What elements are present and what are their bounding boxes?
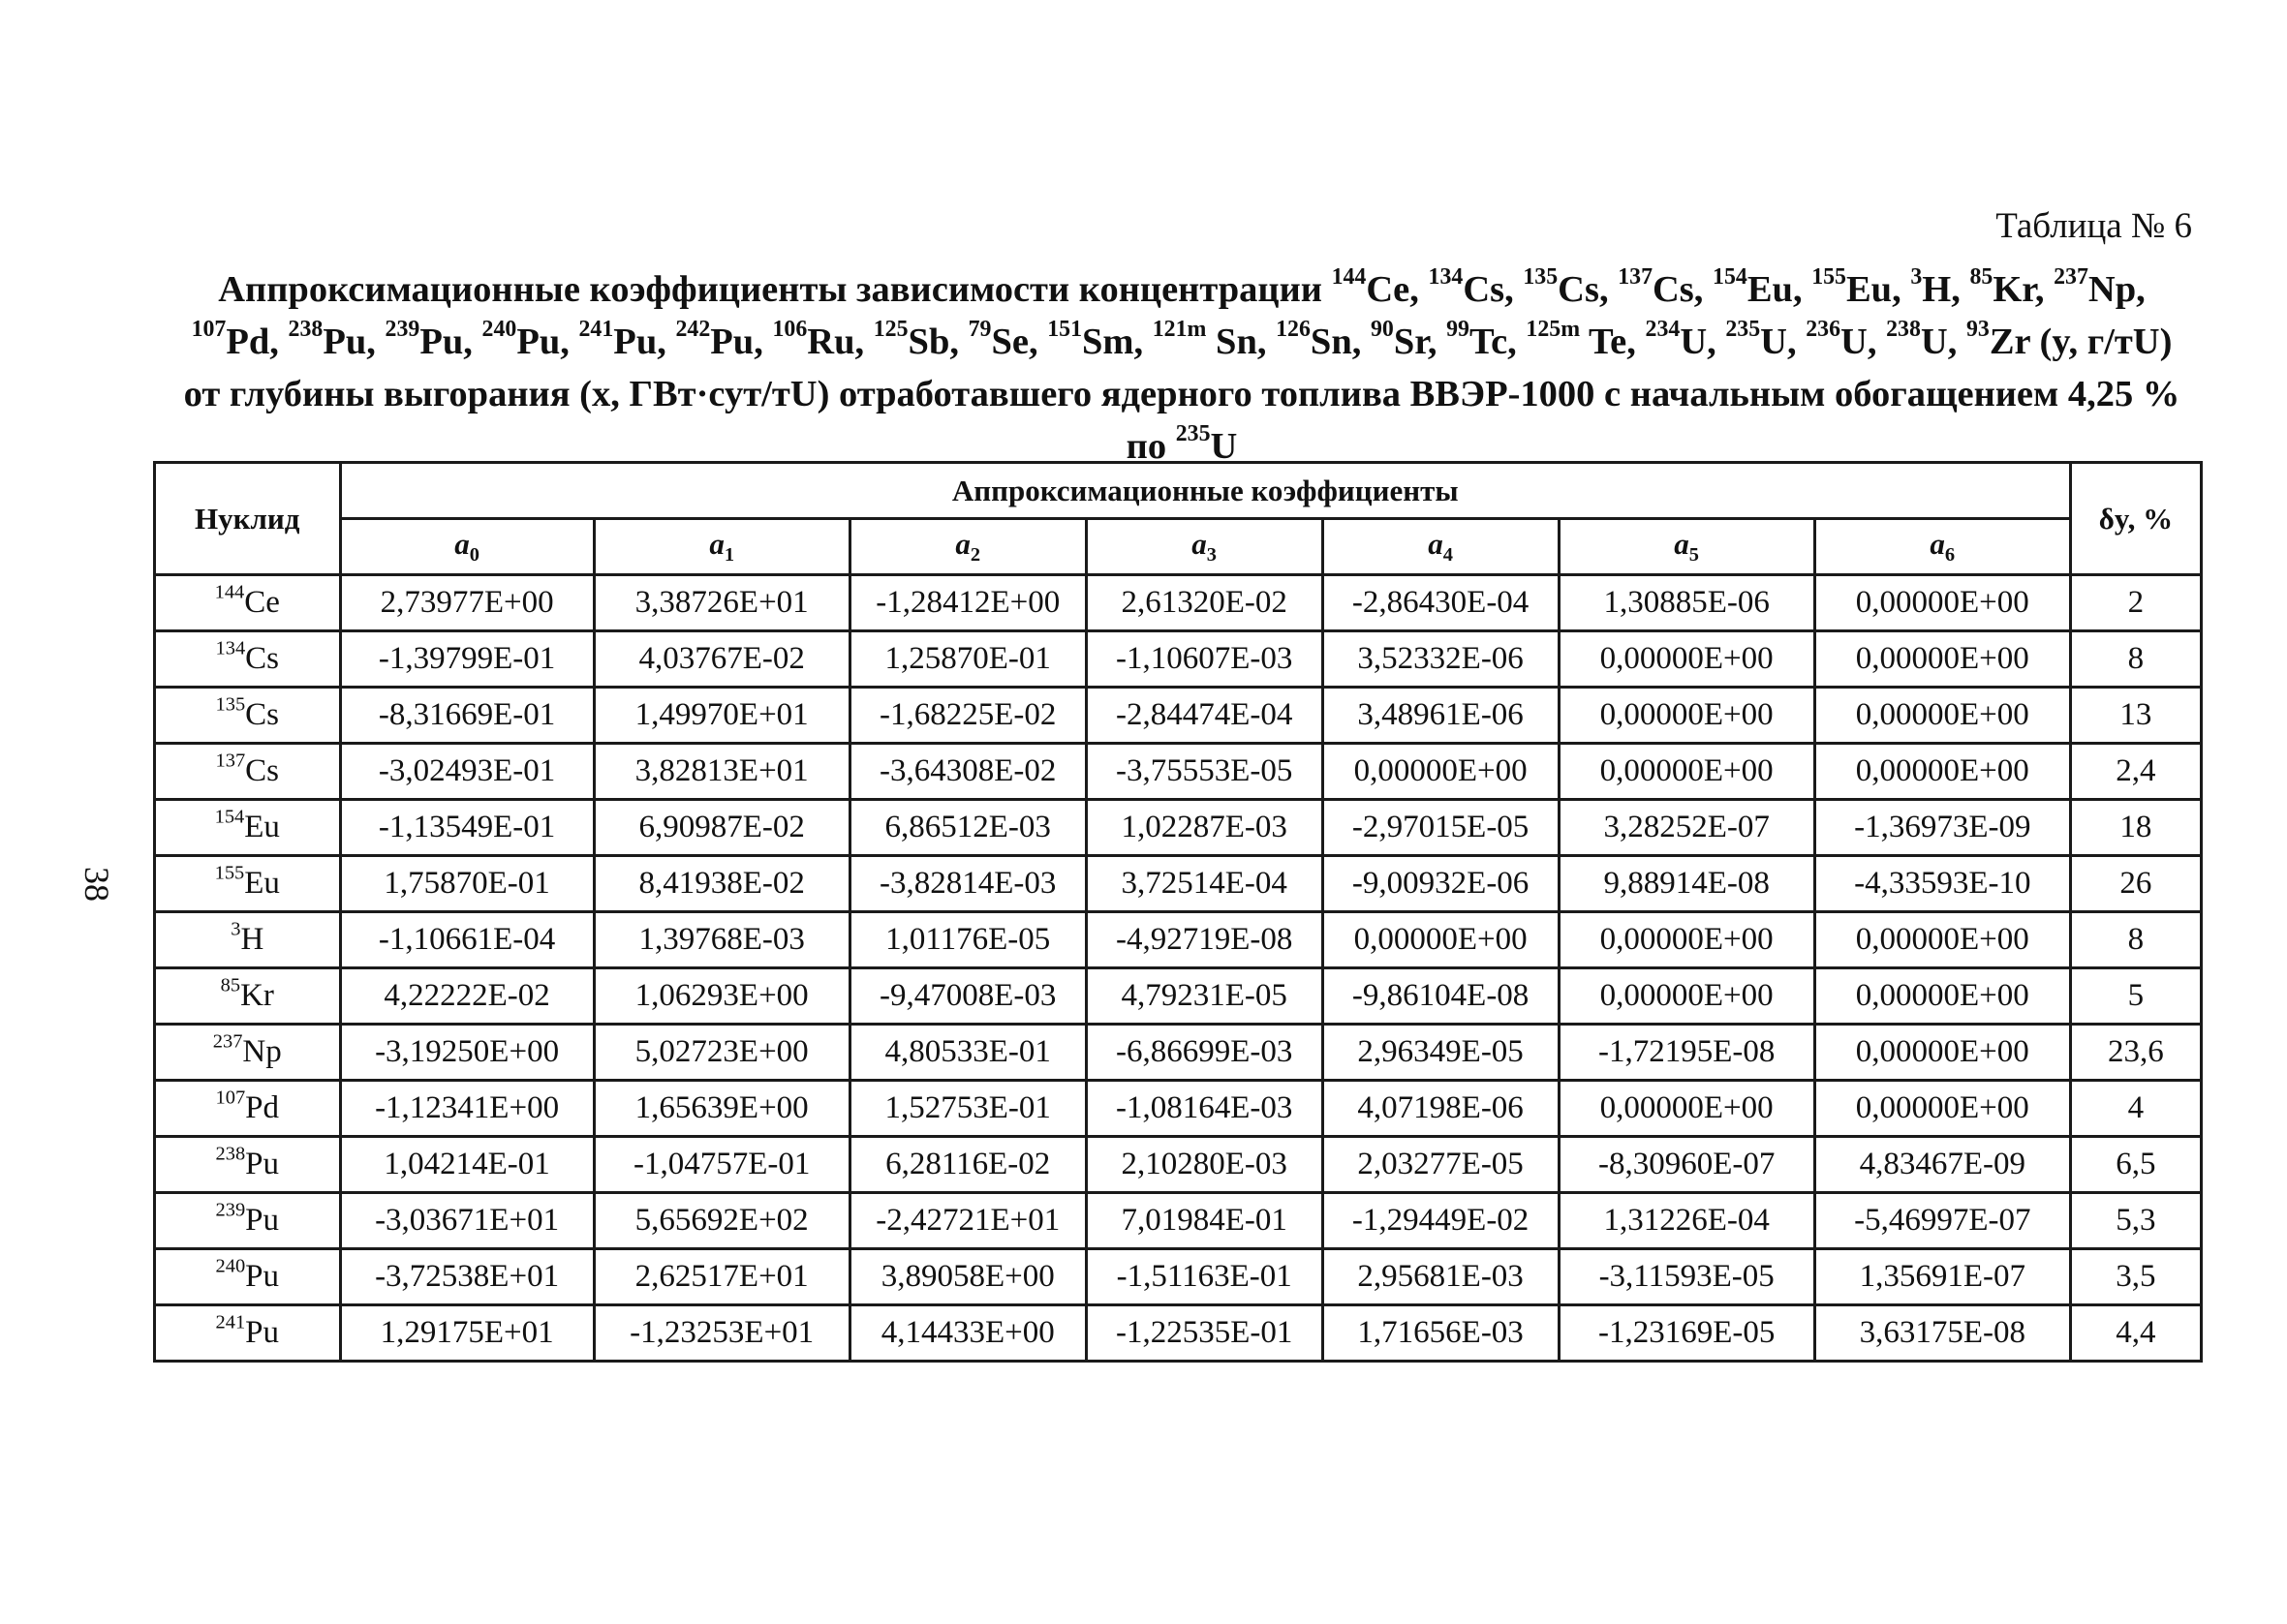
cell-a2: 1,52753E-01 xyxy=(850,1081,1086,1137)
cell-a2: -3,64308E-02 xyxy=(850,744,1086,800)
cell-a6: 3,63175E-08 xyxy=(1814,1305,2070,1362)
cell-delta: 8 xyxy=(2070,631,2201,688)
title-nuclide: $^{155}$Eu xyxy=(1811,264,1893,310)
table-row xyxy=(155,856,2202,912)
cell-nuclide: $^{241}$Pu xyxy=(155,1305,341,1362)
cell-a5: -3,11593E-05 xyxy=(1559,1249,1814,1305)
table-row xyxy=(155,1193,2202,1249)
title-nuclide: $^{90}$Sr xyxy=(1371,317,1428,362)
title-nuclide: $^{135}$Cs xyxy=(1523,264,1599,310)
table-row xyxy=(155,1305,2202,1362)
cell-nuclide: $^{85}$Kr xyxy=(155,968,341,1025)
title-text: (y, г/тU) от глубины выгорания (x, ГВт·сут/тU) отработавшего ядерного топлива ВВЭР-1000 с начальным обогащением 4,25 % по xyxy=(183,322,2180,467)
cell-delta: 4,4 xyxy=(2070,1305,2201,1362)
table-row xyxy=(155,968,2202,1025)
cell-a1: 2,62517E+01 xyxy=(594,1249,850,1305)
cell-a3: 4,79231E-05 xyxy=(1086,968,1322,1025)
header-row-coefs xyxy=(155,519,2202,575)
cell-a2: -1,28412E+00 xyxy=(850,575,1086,631)
cell-delta: 4 xyxy=(2070,1081,2201,1137)
title-nuclide: $^{79}$Se xyxy=(968,317,1029,362)
title-nuclide: $^{238}$Pu xyxy=(288,317,367,362)
title-nuclide: $^{85}$Kr xyxy=(1969,264,2035,310)
title-nuclide: $^{99}$Tc xyxy=(1446,317,1508,362)
cell-delta: 6,5 xyxy=(2070,1137,2201,1193)
document-title: Аппроксимационные коэффициенты зависимости концентрации $^{144}$Ce, $^{134}$Cs, $^{135}$Cs, $^{137}$Cs, $^{154}$Eu, $^{155}$Eu, $^3$H, $^{85}$Kr, $^{237}$Np, $^{107}$Pd, $^{238}$Pu, $^{239}$Pu, $^{240}$Pu, $^{241}$Pu, $^{242}$Pu, $^{106}$Ru, $^{125}$Sb, $^{79}$Se, $^{151}$Sm, $^{121m}$ Sn, $^{126}$Sn, $^{90}$Sr, $^{99}$Tc, $^{125m}$ Te, $^{234}$U, $^{235}$U, $^{236}$U, $^{238}$U, $^{93}$Zr (y, г/тU) от глубины выгорания (x, ГВт·сут/тU) отработавшего ядерного топлива ВВЭР-1000 с начальным обогащением 4,25 % по $^{235}$U xyxy=(183,264,2180,467)
cell-nuclide: $^{134}$Cs xyxy=(155,631,341,688)
cell-a4: 0,00000E+00 xyxy=(1322,912,1559,968)
header-coef-a0: $a_0$ xyxy=(340,519,594,575)
cell-a6: 0,00000E+00 xyxy=(1814,1025,2070,1081)
cell-a3: 2,61320E-02 xyxy=(1086,575,1322,631)
cell-a3: -3,75553E-05 xyxy=(1086,744,1322,800)
title-nuclide: $^{241}$Pu xyxy=(578,317,658,362)
cell-a2: 4,14433E+00 xyxy=(850,1305,1086,1362)
cell-a4: 2,03277E-05 xyxy=(1322,1137,1559,1193)
cell-a3: -1,10607E-03 xyxy=(1086,631,1322,688)
header-nuclide: Нуклид xyxy=(155,463,341,575)
cell-a6: 0,00000E+00 xyxy=(1814,744,2070,800)
title-nuclide: $^{126}$Sn xyxy=(1276,317,1352,362)
cell-a5: 0,00000E+00 xyxy=(1559,688,1814,744)
cell-nuclide: $^{107}$Pd xyxy=(155,1081,341,1137)
cell-a3: -1,51163E-01 xyxy=(1086,1249,1322,1305)
cell-a6: 1,35691E-07 xyxy=(1814,1249,2070,1305)
cell-a0: -1,12341E+00 xyxy=(340,1081,594,1137)
cell-a0: -8,31669E-01 xyxy=(340,688,594,744)
cell-a4: -9,00932E-06 xyxy=(1322,856,1559,912)
cell-a6: 0,00000E+00 xyxy=(1814,968,2070,1025)
cell-a3: -2,84474E-04 xyxy=(1086,688,1322,744)
cell-a1: 5,02723E+00 xyxy=(594,1025,850,1081)
cell-a6: 4,83467E-09 xyxy=(1814,1137,2070,1193)
table-row xyxy=(155,1137,2202,1193)
cell-a4: 4,07198E-06 xyxy=(1322,1081,1559,1137)
cell-a4: 0,00000E+00 xyxy=(1322,744,1559,800)
cell-a5: 0,00000E+00 xyxy=(1559,968,1814,1025)
cell-delta: 5,3 xyxy=(2070,1193,2201,1249)
table-row xyxy=(155,744,2202,800)
cell-nuclide: $^{137}$Cs xyxy=(155,744,341,800)
header-coef-a4: $a_4$ xyxy=(1322,519,1559,575)
cell-a4: -1,29449E-02 xyxy=(1322,1193,1559,1249)
cell-a1: 3,38726E+01 xyxy=(594,575,850,631)
table-row xyxy=(155,631,2202,688)
cell-a4: -2,97015E-05 xyxy=(1322,800,1559,856)
page-number: 38 xyxy=(77,867,116,902)
cell-nuclide: $^{144}$Ce xyxy=(155,575,341,631)
cell-a6: -5,46997E-07 xyxy=(1814,1193,2070,1249)
cell-nuclide: $^{155}$Eu xyxy=(155,856,341,912)
table-row xyxy=(155,912,2202,968)
cell-a1: -1,23253E+01 xyxy=(594,1305,850,1362)
coefficients-table xyxy=(153,461,2203,1363)
cell-a1: 5,65692E+02 xyxy=(594,1193,850,1249)
cell-a3: 7,01984E-01 xyxy=(1086,1193,1322,1249)
title-nuclide: $^{239}$Pu xyxy=(385,317,464,362)
title-nuclide: $^{137}$Cs xyxy=(1618,264,1694,310)
cell-a1: -1,04757E-01 xyxy=(594,1137,850,1193)
cell-a6: 0,00000E+00 xyxy=(1814,575,2070,631)
title-nuclide: $^{154}$Eu xyxy=(1713,264,1793,310)
cell-a2: 6,86512E-03 xyxy=(850,800,1086,856)
cell-a1: 6,90987E-02 xyxy=(594,800,850,856)
cell-a5: 1,30885E-06 xyxy=(1559,575,1814,631)
title-nuclide: $^{134}$Cs xyxy=(1428,264,1505,310)
header-coef-a3: $a_3$ xyxy=(1086,519,1322,575)
title-text: Аппроксимационные коэффициенты зависимости концентрации xyxy=(218,269,1332,310)
title-nuclide: $^3$H xyxy=(1910,264,1952,310)
title-nuclide: $^{125}$Sb xyxy=(873,317,950,362)
header-coef-a1: $a_1$ xyxy=(594,519,850,575)
cell-a1: 8,41938E-02 xyxy=(594,856,850,912)
cell-a2: -1,68225E-02 xyxy=(850,688,1086,744)
cell-a4: -9,86104E-08 xyxy=(1322,968,1559,1025)
cell-a6: 0,00000E+00 xyxy=(1814,912,2070,968)
cell-delta: 2,4 xyxy=(2070,744,2201,800)
cell-a4: 3,48961E-06 xyxy=(1322,688,1559,744)
cell-delta: 2 xyxy=(2070,575,2201,631)
cell-nuclide: $^{239}$Pu xyxy=(155,1193,341,1249)
title-nuclide: $^{240}$Pu xyxy=(481,317,561,362)
title-nuclide: $^{238}$U xyxy=(1886,317,1948,362)
cell-a5: 1,31226E-04 xyxy=(1559,1193,1814,1249)
cell-a1: 3,82813E+01 xyxy=(594,744,850,800)
cell-a0: 1,29175E+01 xyxy=(340,1305,594,1362)
cell-a3: 1,02287E-03 xyxy=(1086,800,1322,856)
cell-a2: -2,42721E+01 xyxy=(850,1193,1086,1249)
cell-a3: -1,08164E-03 xyxy=(1086,1081,1322,1137)
table-row xyxy=(155,1249,2202,1305)
cell-a4: 2,96349E-05 xyxy=(1322,1025,1559,1081)
cell-a5: 0,00000E+00 xyxy=(1559,631,1814,688)
cell-delta: 3,5 xyxy=(2070,1249,2201,1305)
cell-a0: -1,13549E-01 xyxy=(340,800,594,856)
cell-a5: 0,00000E+00 xyxy=(1559,744,1814,800)
cell-a5: -1,23169E-05 xyxy=(1559,1305,1814,1362)
cell-a2: -3,82814E-03 xyxy=(850,856,1086,912)
cell-a1: 1,39768E-03 xyxy=(594,912,850,968)
table-row xyxy=(155,688,2202,744)
cell-a5: 3,28252E-07 xyxy=(1559,800,1814,856)
cell-a0: -1,10661E-04 xyxy=(340,912,594,968)
title-nuclide: $^{125m}$ Te xyxy=(1526,317,1627,362)
cell-delta: 26 xyxy=(2070,856,2201,912)
title-nuclide: $^{235}$U xyxy=(1175,421,1238,467)
cell-a3: 2,10280E-03 xyxy=(1086,1137,1322,1193)
header-delta: δy, % xyxy=(2070,463,2201,575)
cell-a5: 0,00000E+00 xyxy=(1559,1081,1814,1137)
header-coef-a6: $a_6$ xyxy=(1814,519,2070,575)
cell-a6: 0,00000E+00 xyxy=(1814,631,2070,688)
cell-a2: -9,47008E-03 xyxy=(850,968,1086,1025)
cell-a0: 4,22222E-02 xyxy=(340,968,594,1025)
header-coef-a2: $a_2$ xyxy=(850,519,1086,575)
cell-a0: -3,03671E+01 xyxy=(340,1193,594,1249)
cell-a4: -2,86430E-04 xyxy=(1322,575,1559,631)
cell-delta: 5 xyxy=(2070,968,2201,1025)
cell-a4: 3,52332E-06 xyxy=(1322,631,1559,688)
cell-a5: 9,88914E-08 xyxy=(1559,856,1814,912)
cell-a0: -3,19250E+00 xyxy=(340,1025,594,1081)
title-nuclide: $^{121m}$ Sn xyxy=(1152,317,1257,362)
cell-nuclide: $^{135}$Cs xyxy=(155,688,341,744)
cell-a5: -1,72195E-08 xyxy=(1559,1025,1814,1081)
table-row xyxy=(155,1025,2202,1081)
cell-a0: 1,04214E-01 xyxy=(340,1137,594,1193)
cell-delta: 23,6 xyxy=(2070,1025,2201,1081)
title-nuclide: $^{107}$Pd xyxy=(191,317,270,362)
title-nuclide: $^{144}$Ce xyxy=(1331,264,1410,310)
cell-a1: 1,49970E+01 xyxy=(594,688,850,744)
table-label: Таблица № 6 xyxy=(1995,206,2192,246)
header-row-group xyxy=(155,463,2202,519)
cell-delta: 8 xyxy=(2070,912,2201,968)
cell-a2: 4,80533E-01 xyxy=(850,1025,1086,1081)
cell-a6: -4,33593E-10 xyxy=(1814,856,2070,912)
header-coef-a5: $a_5$ xyxy=(1559,519,1814,575)
cell-a1: 1,65639E+00 xyxy=(594,1081,850,1137)
cell-delta: 18 xyxy=(2070,800,2201,856)
title-nuclide: $^{151}$Sm xyxy=(1047,317,1134,362)
cell-a3: 3,72514E-04 xyxy=(1086,856,1322,912)
cell-a6: 0,00000E+00 xyxy=(1814,1081,2070,1137)
title-nuclide: $^{236}$U xyxy=(1806,317,1868,362)
cell-a4: 2,95681E-03 xyxy=(1322,1249,1559,1305)
table-row xyxy=(155,800,2202,856)
table-row xyxy=(155,575,2202,631)
title-nuclide: $^{235}$U xyxy=(1725,317,1787,362)
cell-nuclide: $^{237}$Np xyxy=(155,1025,341,1081)
cell-a3: -1,22535E-01 xyxy=(1086,1305,1322,1362)
cell-a0: -1,39799E-01 xyxy=(340,631,594,688)
cell-a2: 6,28116E-02 xyxy=(850,1137,1086,1193)
cell-a0: 1,75870E-01 xyxy=(340,856,594,912)
cell-nuclide: $^{238}$Pu xyxy=(155,1137,341,1193)
cell-a1: 4,03767E-02 xyxy=(594,631,850,688)
title-nuclide: $^{93}$Zr xyxy=(1965,317,2030,362)
cell-nuclide: $^3$H xyxy=(155,912,341,968)
cell-a3: -6,86699E-03 xyxy=(1086,1025,1322,1081)
cell-nuclide: $^{240}$Pu xyxy=(155,1249,341,1305)
cell-a6: -1,36973E-09 xyxy=(1814,800,2070,856)
cell-a5: -8,30960E-07 xyxy=(1559,1137,1814,1193)
header-coefficients-group: Аппроксимационные коэффициенты xyxy=(340,463,2070,519)
cell-a0: -3,02493E-01 xyxy=(340,744,594,800)
title-nuclide: $^{237}$Np xyxy=(2054,264,2137,310)
cell-a5: 0,00000E+00 xyxy=(1559,912,1814,968)
cell-a3: -4,92719E-08 xyxy=(1086,912,1322,968)
cell-delta: 13 xyxy=(2070,688,2201,744)
cell-a0: 2,73977E+00 xyxy=(340,575,594,631)
cell-nuclide: $^{154}$Eu xyxy=(155,800,341,856)
cell-a4: 1,71656E-03 xyxy=(1322,1305,1559,1362)
cell-a2: 3,89058E+00 xyxy=(850,1249,1086,1305)
title-nuclide: $^{242}$Pu xyxy=(675,317,755,362)
title-nuclide: $^{106}$Ru xyxy=(772,317,855,362)
title-nuclide: $^{234}$U xyxy=(1645,317,1708,362)
cell-a1: 1,06293E+00 xyxy=(594,968,850,1025)
cell-a0: -3,72538E+01 xyxy=(340,1249,594,1305)
cell-a2: 1,25870E-01 xyxy=(850,631,1086,688)
table-row xyxy=(155,1081,2202,1137)
cell-a2: 1,01176E-05 xyxy=(850,912,1086,968)
cell-a6: 0,00000E+00 xyxy=(1814,688,2070,744)
